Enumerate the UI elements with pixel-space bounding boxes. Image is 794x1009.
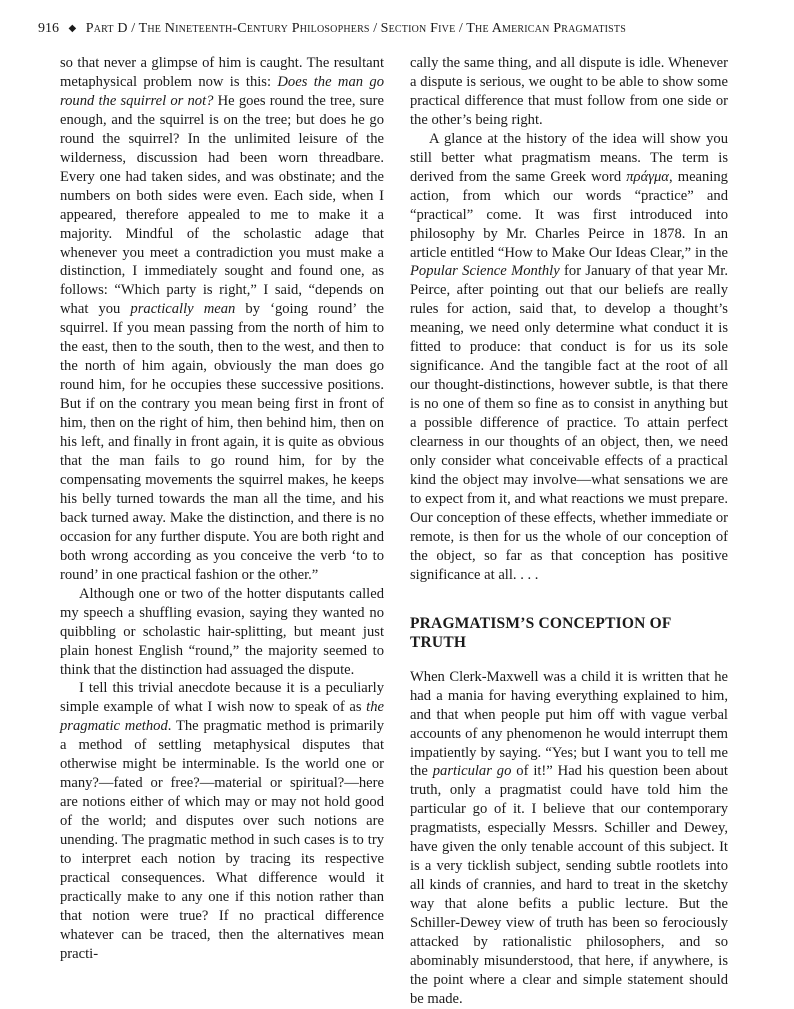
paragraph: Although one or two of the hotter disputants called my speech a shuffling evasion, saying they wanted no quibbling or scholastic hair-splitting, but meant just plain honest English “round,” the majority seemed to think that the distinction had assuaged the dispute. [60, 585, 384, 678]
text-run: so that never a glimpse of him is caught. The resultant metaphysical problem now is this: [60, 55, 384, 90]
text-run: When Clerk-Maxwell was a child it is written that he had a mania for having everything explained to him, and that when people put him off with vague verbal accounts of any phenomenon he would interrupt them impatiently by saying. “Yes; but I want you to tell me the [410, 668, 728, 780]
italic-title: Popular Science Monthly [410, 263, 560, 280]
text-run: , meaning action, from which our words “practice” and “practical” come. It was first introduced into philosophy by Mr. Charles Peirce in 1878. In an article entitled “How to Make Our Ideas Clear,” in the [410, 168, 728, 261]
header-section: Section Five [380, 21, 456, 36]
running-header [38, 20, 758, 39]
paragraph [410, 668, 728, 1009]
header-section-title: The American Pragmatists [466, 21, 626, 36]
text-run: He goes round the tree, sure enough, and the squirrel is on the tree; but does he go round the squirrel? In the unlimited leisure of the wilderness, discussion had been worn threadbare. Every one had taken sides, and was obstinate; and the numbers on both sides were even. Each side, when I appeared, therefore appealed to me to make it a majority. Mindful of the scholastic adage that whenever you meet a contradiction you must make a distinction, I immediately sought and found one, as follows: “Which party is right,” I said, “depends on what you [60, 92, 384, 318]
header-separator: / [458, 21, 463, 36]
text-run: A glance at the history of the idea will show you still better what pragmatism means. The term is derived from the same Greek word [410, 130, 728, 185]
text-run: . The pragmatic method is primarily a method of settling metaphysical disputes that otherwise might be interminable. Is the world one or many?—fated or free?—material or spiritual?—here are notions either of which may or may not hold good of the world; and disputes over such notions are unending. The pragmatic method in such cases is to try to interpret each notion by tracing its respective practical consequences. What difference would it practically make to any one if this notion rather than that notion were true? If no practical difference whatever can be traced, then the alternatives mean practi- [60, 718, 384, 962]
header-part: Part D [85, 21, 128, 36]
header-separator: / [131, 21, 136, 36]
left-column [60, 54, 384, 964]
greek-word: πράγμα [626, 168, 669, 185]
diamond-bullet-icon: ◆ [68, 23, 77, 34]
right-column [410, 54, 728, 1009]
text-run: of it!” Had his question been about truth, only a pragmatist could have told him the particular go of it. I believe that our contemporary pragmatists, especially Messrs. Schiller and Dewey, have given the only tenable account of this subject. It is a very ticklish subject, sending subtle rootlets into all kinds of crannies, and hard to treat in the sketchy way that alone befits a public lecture. But the Schiller-Dewey view of truth has been so ferociously attacked by rationalistic philosophers, and so abominably misunderstood, that here, if anywhere, is the point where a clear and simple statement should be made. [410, 763, 728, 1007]
header-separator: / [373, 21, 378, 36]
italic-emphasis: practically mean [130, 301, 236, 318]
header-part-title: The Nineteenth-Century Philosophers [138, 21, 370, 36]
italic-question: Does the man go round the squirrel or not? [60, 73, 384, 109]
text-run: I tell this trivial anecdote because it is a peculiarly simple example of what I wish now to speak of as [60, 680, 384, 716]
italic-emphasis: the pragmatic method [60, 699, 384, 735]
page-number: 916 [38, 21, 59, 36]
text-run: by ‘going round’ the squirrel. If you mean passing from the north of him to the east, then to the south, then to the west, and then to the north of him again, obviously the man does go round him, for he occupies these successive positions. But if on the contrary you mean being first in front of him, then on the right of him, then behind him, then on his left, and finally in front again, it is quite as obvious that the man fails to go round him, for by the compensating movements the squirrel makes, he keeps his belly turned towards the man all the time, and his back turned away. Make the distinction, and there is no occasion for any further dispute. You are both right and both wrong according as you conceive the verb ‘to to round’ in one practical fashion or the other.” [60, 301, 384, 583]
section-heading: PRAGMATISM’S CONCEPTION OF TRUTH [410, 614, 671, 651]
paragraph [410, 130, 728, 585]
paragraph [60, 679, 384, 963]
text-run: for January of that year Mr. Peirce, after pointing out that our beliefs are really rules for action, said that, to develop a thought’s meaning, we need only determine what conduct it is fitted to produce: that conduct is for us its sole significance. And the tangible fact at the root of all our thought-distinctions, however subtle, is that there is no one of them so fine as to consist in anything but a possible difference of practice. To attain perfect clearness in our thoughts of an object, then, we need only consider what conceivable effects of a practical kind the object may involve—what sensations we are to expect from it, and what reactions we must prepare. Our conception of these effects, whether immediate or remote, is then for us the whole of our conception of the object, so far as that conception has positive significance at all. . . . [410, 263, 729, 583]
italic-emphasis: particular go [432, 763, 512, 780]
paragraph: cally the same thing, and all dispute is idle. Whenever a dispute is serious, we ought to be able to show some practical difference that must follow from one side or the other’s being right. [410, 55, 728, 128]
paragraph [60, 54, 384, 585]
